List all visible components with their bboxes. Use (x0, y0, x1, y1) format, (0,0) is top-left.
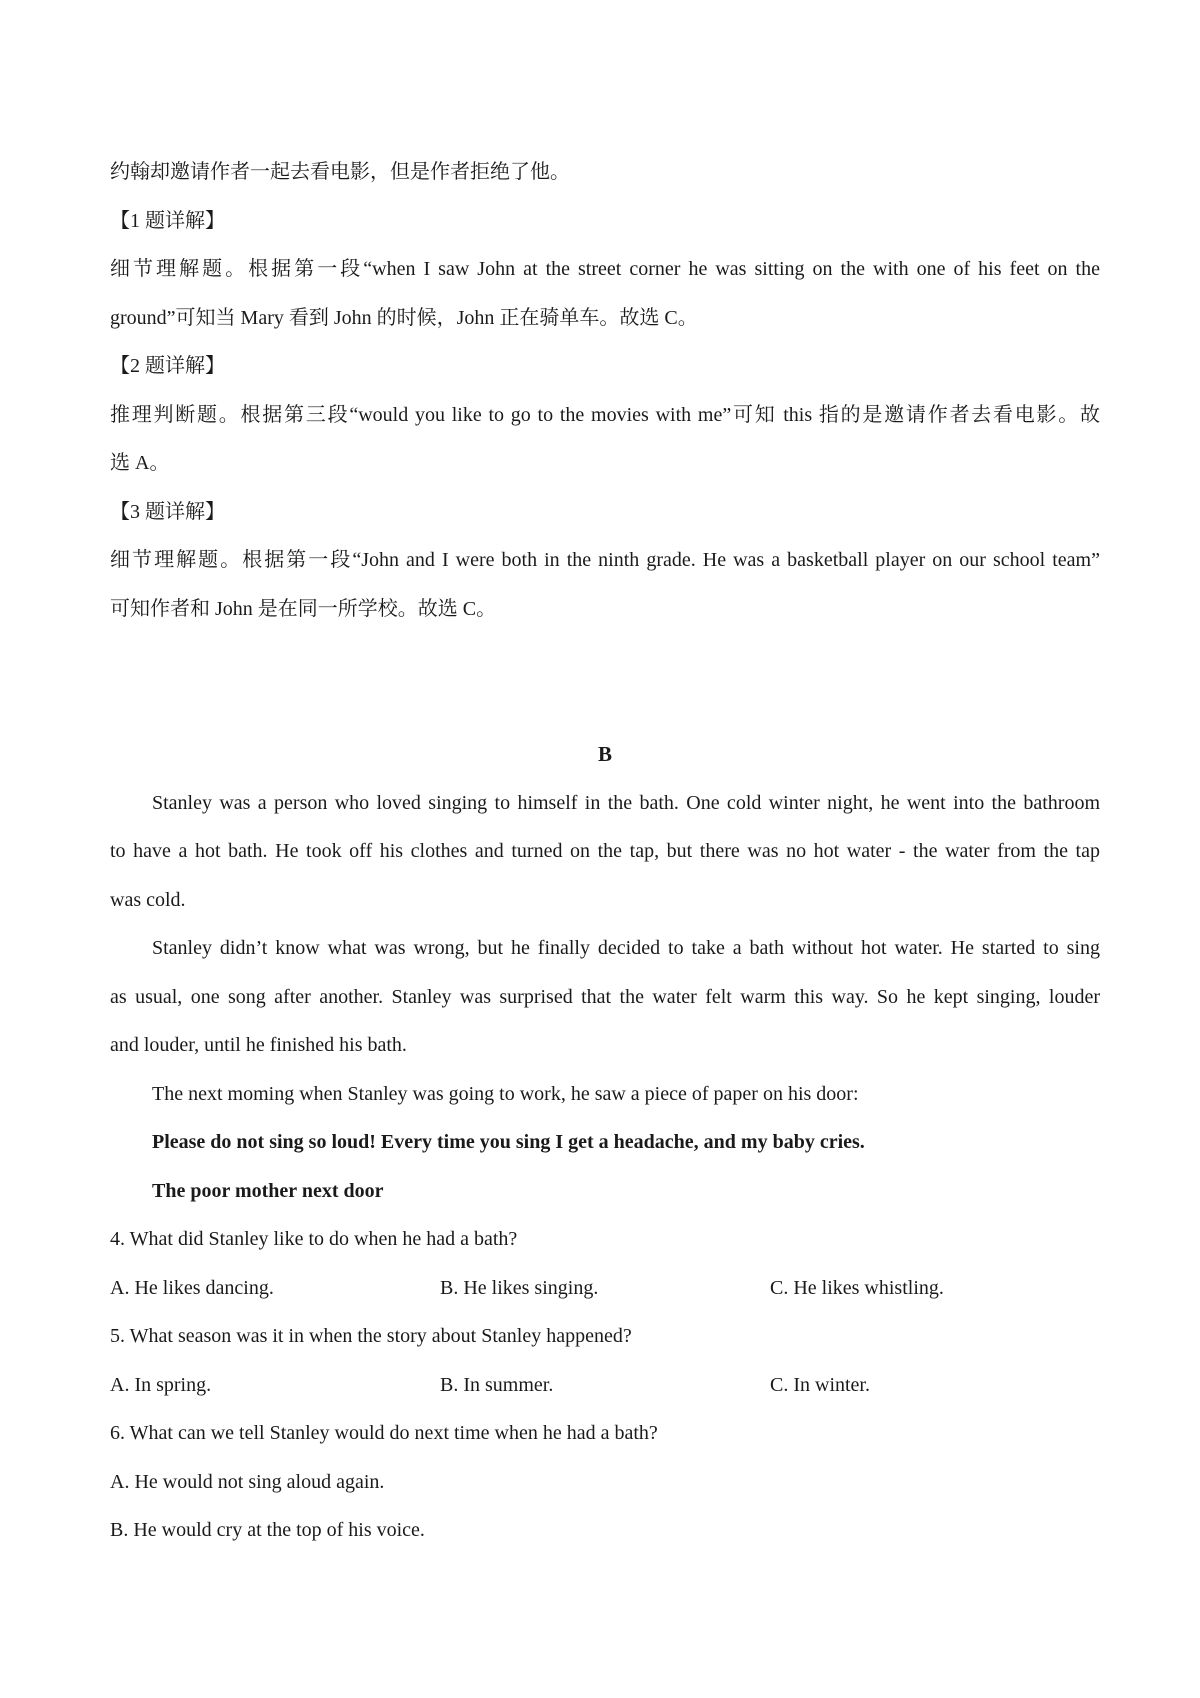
q1-explanation-heading: 【1 题详解】 (110, 209, 225, 232)
passage-line: Stanley was a person who loved singing to himself in the bath. One cold winter night, he went into the bathroom (152, 791, 1100, 814)
q2-explanation-line: 推理判断题。根据第三段“would you like to go to the movies with me”可知 this 指的是邀请作者去看电影。故 (110, 403, 1100, 426)
q3-explanation-line: 可知作者和 John 是在同一所学校。故选 C。 (110, 597, 497, 620)
explanation-intro: 约翰却邀请作者一起去看电影，但是作者拒绝了他。 (110, 161, 570, 183)
question-6: 6. What can we tell Stanley would do next time when he had a bath? (110, 1422, 658, 1444)
option-a: A. He would not sing aloud again. (110, 1470, 385, 1493)
section-gap (110, 633, 1100, 730)
passage-line: was cold. (110, 888, 186, 911)
q2-explanation-line: 选 A。 (110, 452, 170, 474)
q2-explanation-heading: 【2 题详解】 (110, 355, 225, 377)
q1-explanation-line: ground”可知当 Mary 看到 John 的时候，John 正在骑单车。故选 C。 (110, 306, 698, 329)
option-c: C. He likes whistling. (770, 1276, 944, 1299)
question-4: 4. What did Stanley like to do when he had a bath? (110, 1228, 518, 1250)
passage-line: to have a hot bath. He took off his clothes and turned on the tap, but there was no hot water - the water from the tap (110, 840, 1100, 862)
q3-explanation-line: 细节理解题。根据第一段“John and I were both in the ninth grade. He was a basketball player on our school team” (110, 549, 1100, 571)
option-a: A. In spring. (110, 1373, 212, 1396)
door-note-text: Please do not sing so loud! Every time you sing I get a headache, and my baby cries. (152, 1131, 865, 1153)
passage-line: The next moming when Stanley was going to work, he saw a piece of paper on his door: (152, 1082, 859, 1105)
passage-line: Stanley didn’t know what was wrong, but he finally decided to take a bath without hot water. He started to sing (152, 937, 1100, 959)
question-5-options (110, 1361, 1100, 1410)
passage-line: and louder, until he finished his bath. (110, 1034, 407, 1056)
q3-explanation-heading: 【3 题详解】 (110, 500, 225, 523)
q1-explanation-line: 细节理解题。根据第一段“when I saw John at the street corner he was sitting on the with one of his feet on the (110, 258, 1100, 280)
door-note-signature: The poor mother next door (152, 1179, 384, 1202)
option-b: B. In summer. (440, 1373, 554, 1396)
option-b: B. He would cry at the top of his voice. (110, 1519, 425, 1541)
option-c: C. In winter. (770, 1373, 870, 1396)
option-a: A. He likes dancing. (110, 1276, 274, 1299)
document-page (110, 148, 1100, 1555)
option-b: B. He likes singing. (440, 1276, 599, 1299)
passage-line: as usual, one song after another. Stanley was surprised that the water felt warm this way. So he kept singing, louder (110, 985, 1100, 1008)
question-4-options (110, 1264, 1100, 1313)
section-b-title: B (597, 742, 612, 766)
question-5: 5. What season was it in when the story about Stanley happened? (110, 1325, 632, 1347)
